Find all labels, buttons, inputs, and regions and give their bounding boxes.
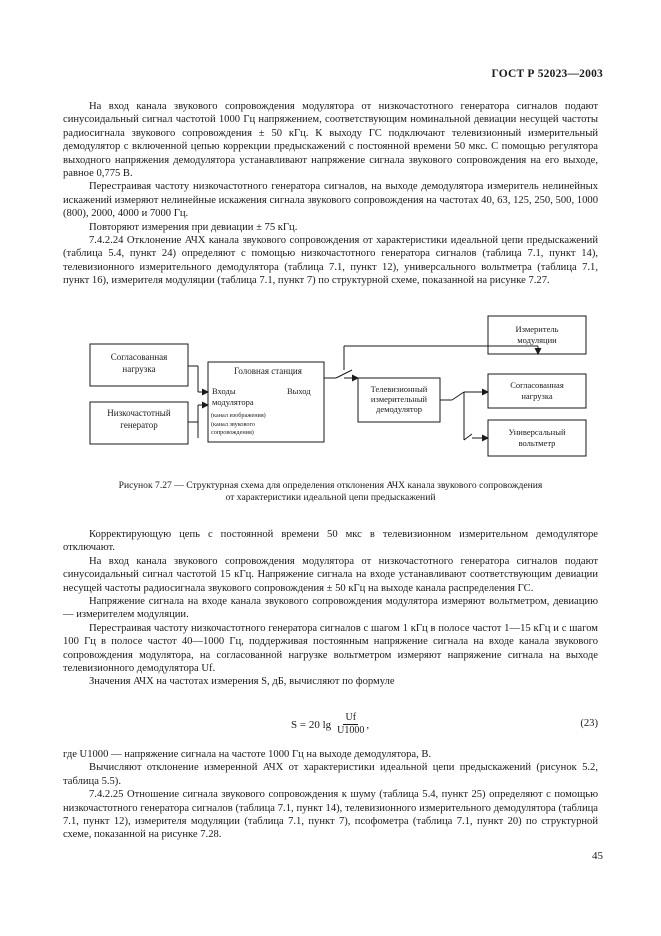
matched-load-left-label: Согласованная нагрузка bbox=[110, 352, 168, 374]
formula-denominator: U1000 bbox=[337, 725, 365, 736]
paragraph: Повторяют измерения при девиации ± 75 кГц. bbox=[89, 221, 298, 233]
formula-number: (23) bbox=[580, 718, 598, 729]
paragraph: На вход канала звукового сопровождения модулятора от низкочастотного генератора сигналов подают синусоидальный сигнал частотой 1000 Гц напряжением, соответствующим номинальной девиации несущей частоты радиосигнала звукового сопровождения ± 50 кГц. К выходу ГС подключают телевизионный измерительный демодулятор с включенной цепью коррекции предыскажений с постоянной времени 50 мкс. С помощью регулятора выходного напряжения демодулятора устанавливают напряжение сигнала звукового сопровождения на его выходе, равное 0,775 В. bbox=[63, 101, 598, 180]
paragraph: Значения АЧХ на частотах измерения S, дБ, вычисляют по формуле bbox=[89, 676, 395, 688]
text-block-middle bbox=[63, 528, 598, 689]
caption-line: Рисунок 7.27 — Структурная схема для определения отклонения АЧХ канала звукового сопровождения bbox=[118, 480, 543, 491]
page-number: 45 bbox=[592, 850, 603, 862]
label-output: Выход bbox=[287, 386, 311, 396]
formula-fraction bbox=[335, 712, 366, 737]
paragraph: Перестраивая частоту низкочастотного генератора сигналов с шагом 1 кГц в полосе частот 1—15 кГц и с шагом 100 Гц в полосе частот 40—1000 Гц, поддерживая постоянным напряжение сигнала на входе канала звукового сопровождения модулятора, на согласованной нагрузке вольтметром измеряют напряжение сигнала на выходе телевизионного демодулятора Uf. bbox=[63, 622, 598, 675]
standard-header: ГОСТ Р 52023—2003 bbox=[491, 68, 603, 80]
paragraph: Перестраивая частоту низкочастотного генератора сигналов, на выходе демодулятора измеритель нелинейных искажений измеряют нелинейные искажения сигнала звукового сопровождения на частотах 40, 63, 125, 250, 500, 1000 (800), 2000, 4000 и 7000 Гц. bbox=[63, 181, 598, 220]
paragraph: 7.4.2.24 Отклонение АЧХ канала звукового сопровождения от характеристики идеальной цепи предыскажений (таблица 5.4, пункт 24) определяют с помощью низкочастотного генератора сигналов (таблица 7.1, пункт 14), телевизионного измерительного демодулятора (таблица 7.1, пункт 12), универсального вольтметра (таблица 7.1, пункт 16), измерителя модуляции (таблица 7.1, пункт 7) по структурной схеме, показанной на рисунке 7.27. bbox=[63, 235, 598, 287]
paragraph: Вычисляют отклонение измеренной АЧХ от характеристики идеальной цепи предыскажений (рисунок 5.2, таблица 5.5). bbox=[63, 762, 598, 787]
label-modulator: модулятора bbox=[212, 397, 254, 407]
paragraph: На вход канала звукового сопровождения модулятора от низкочастотного генератора сигналов подают синусоидальный сигнал частотой 15 кГц. Напряжение сигнала на входе устанавливают соответствующим девиации несущей частоты радиосигнала звукового сопровождения ± 50 кГц на выходе канала распределения ГС. bbox=[63, 555, 598, 594]
figure-caption bbox=[63, 480, 598, 504]
text-block-top bbox=[63, 100, 598, 288]
modulation-meter-label: Измеритель модуляции bbox=[515, 324, 559, 345]
paragraph: Корректирующую цепь с постоянной времени 50 мкс в телевизионном измерительном демодуляторе отключают. bbox=[63, 529, 598, 554]
formula-trailing: , bbox=[366, 718, 370, 731]
voltmeter-label: Универсальный вольтметр bbox=[508, 427, 566, 448]
text-block-bottom bbox=[63, 748, 598, 842]
matched-load-right-label: Согласованная нагрузка bbox=[510, 380, 564, 401]
label-image-channel: (канал изображения) bbox=[211, 412, 266, 419]
tv-demodulator-label: Телевизионный измерительный демодулятор bbox=[370, 384, 428, 414]
formula-lhs: S = 20 lg bbox=[291, 718, 332, 731]
where-clause: где U1000 — напряжение сигнала на частоте 1000 Гц на выходе демодулятора, В. bbox=[63, 749, 432, 760]
lf-generator-label: Низкочастотный генератор bbox=[107, 408, 171, 430]
block-diagram bbox=[60, 300, 605, 476]
paragraph: 7.4.2.25 Отношение сигнала звукового сопровождения к шуму (таблица 5.4, пункт 25) определяют с помощью низкочастотного генератора сигналов (таблица 7.1, пункт 14), телевизионного измерительного демодулятора (таблица 7.1, пункт 12), измерителя модуляции (таблица 7.1, пункт 7), псофометра (таблица 7.1, пункт 20) по структурной схеме, показанной на рисунке 7.28. bbox=[63, 789, 598, 841]
formula-numerator: Uf bbox=[345, 712, 357, 723]
formula-expression bbox=[291, 712, 369, 737]
label-inputs: Входы bbox=[212, 386, 236, 396]
label-sound-channel: (канал звукового сопровождения) bbox=[211, 421, 255, 436]
paragraph: Напряжение сигнала на входе канала звукового сопровождения модулятора измеряют вольтметром, девиацию — измерителем модуляции. bbox=[63, 596, 598, 621]
formula-23 bbox=[63, 706, 598, 744]
head-station-title: Головная станция bbox=[234, 366, 302, 376]
caption-line: от характеристики идеальной цепи предыскажений bbox=[225, 492, 436, 503]
